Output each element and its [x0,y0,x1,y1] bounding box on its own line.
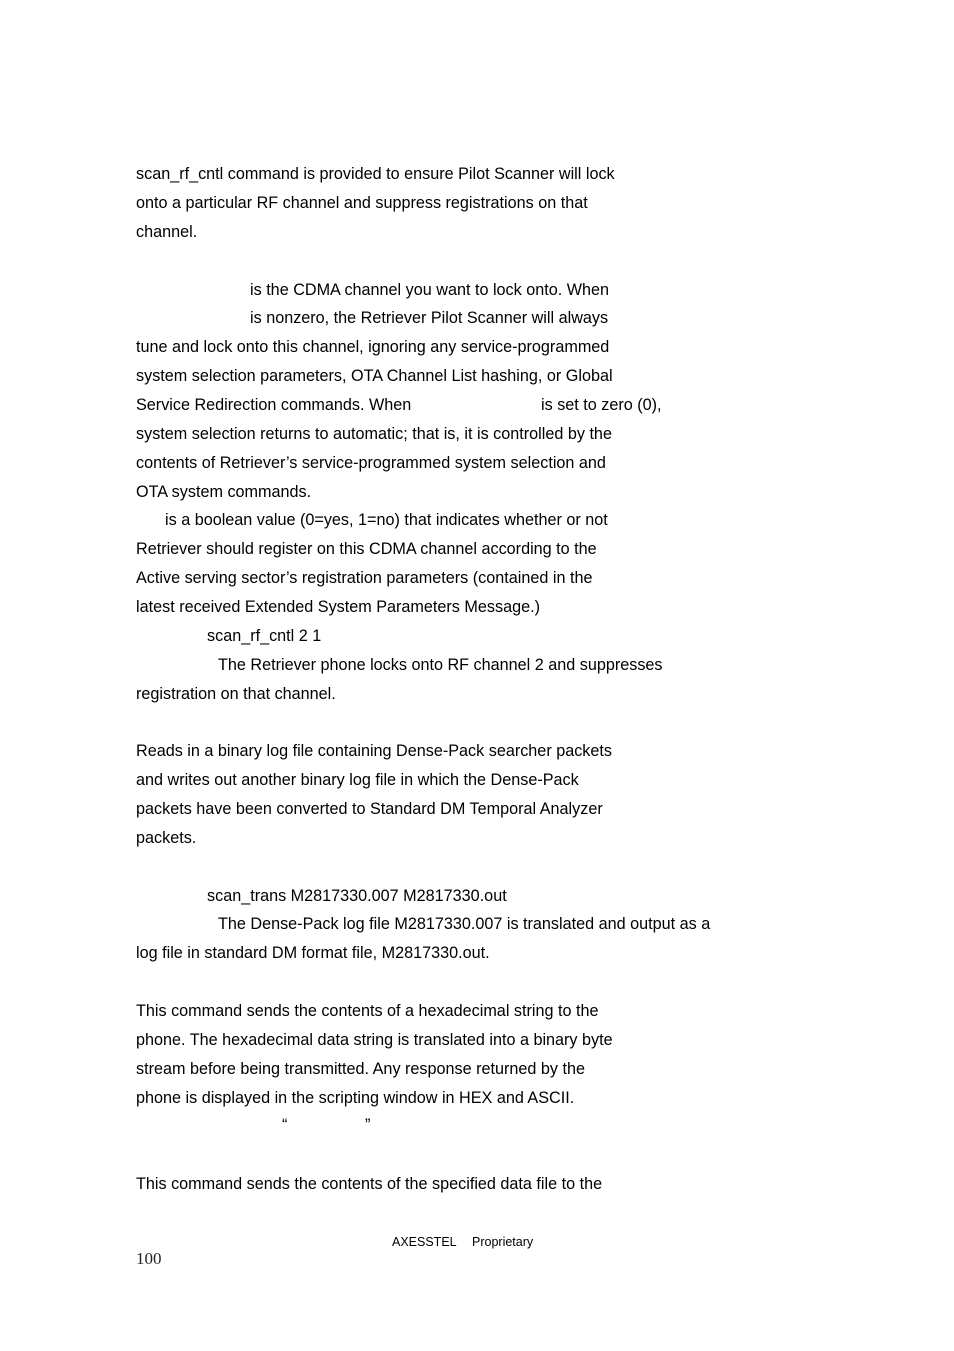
footer-company: AXESSTEL [392,1235,457,1249]
close-quote: ” [365,1116,371,1134]
body-text-line: This command sends the contents of a hexadecimal string to the [136,1002,599,1020]
body-text-line: packets. [136,829,197,847]
body-text-line: is a boolean value (0=yes, 1=no) that indicates whether or not [165,511,608,529]
body-text-line: Service Redirection commands. When [136,396,412,414]
example-result: registration on that channel. [136,685,336,703]
body-text-line: phone. The hexadecimal data string is translated into a binary byte [136,1031,613,1049]
body-text-line: tune and lock onto this channel, ignoring any service-programmed [136,338,610,356]
body-text-line: latest received Extended System Parameters Message.) [136,598,540,616]
body-text-line: Reads in a binary log file containing Dense-Pack searcher packets [136,742,612,760]
body-text-line: is nonzero, the Retriever Pilot Scanner will always [250,309,609,327]
example-command: scan_trans M2817330.007 M2817330.out [207,887,507,905]
body-text-line: Retriever should register on this CDMA channel according to the [136,540,597,558]
body-text-line: packets have been converted to Standard DM Temporal Analyzer [136,800,603,818]
body-text-line: is the CDMA channel you want to lock onto. When [250,281,610,299]
body-text-line: onto a particular RF channel and suppress registrations on that [136,194,588,212]
example-result: The Retriever phone locks onto RF channel 2 and suppresses [218,656,663,674]
example-result: log file in standard DM format file, M2817330.out. [136,944,490,962]
body-text-line: and writes out another binary log file in which the Dense-Pack [136,771,579,789]
example-command: scan_rf_cntl 2 1 [207,627,322,645]
body-text-line: system selection parameters, OTA Channel List hashing, or Global [136,367,613,385]
body-text-line: This command sends the contents of the specified data file to the [136,1175,603,1193]
body-text-line: OTA system commands. [136,483,312,501]
body-text-line: contents of Retriever’s service-programmed system selection and [136,454,606,472]
body-text-line: channel. [136,223,198,241]
body-text-line: scan_rf_cntl command is provided to ensure Pilot Scanner will lock [136,165,615,183]
body-text-line: phone is displayed in the scripting window in HEX and ASCII. [136,1089,575,1107]
open-quote: “ [282,1116,288,1134]
body-text-line: Active serving sector’s registration parameters (contained in the [136,569,593,587]
body-text-line: stream before being transmitted. Any response returned by the [136,1060,586,1078]
body-text-line: system selection returns to automatic; that is, it is controlled by the [136,425,612,443]
footer-label: Proprietary [472,1235,534,1249]
page-number: 100 [136,1249,162,1268]
body-text-line: is set to zero (0), [541,396,662,414]
example-result: The Dense-Pack log file M2817330.007 is translated and output as a [218,915,711,933]
